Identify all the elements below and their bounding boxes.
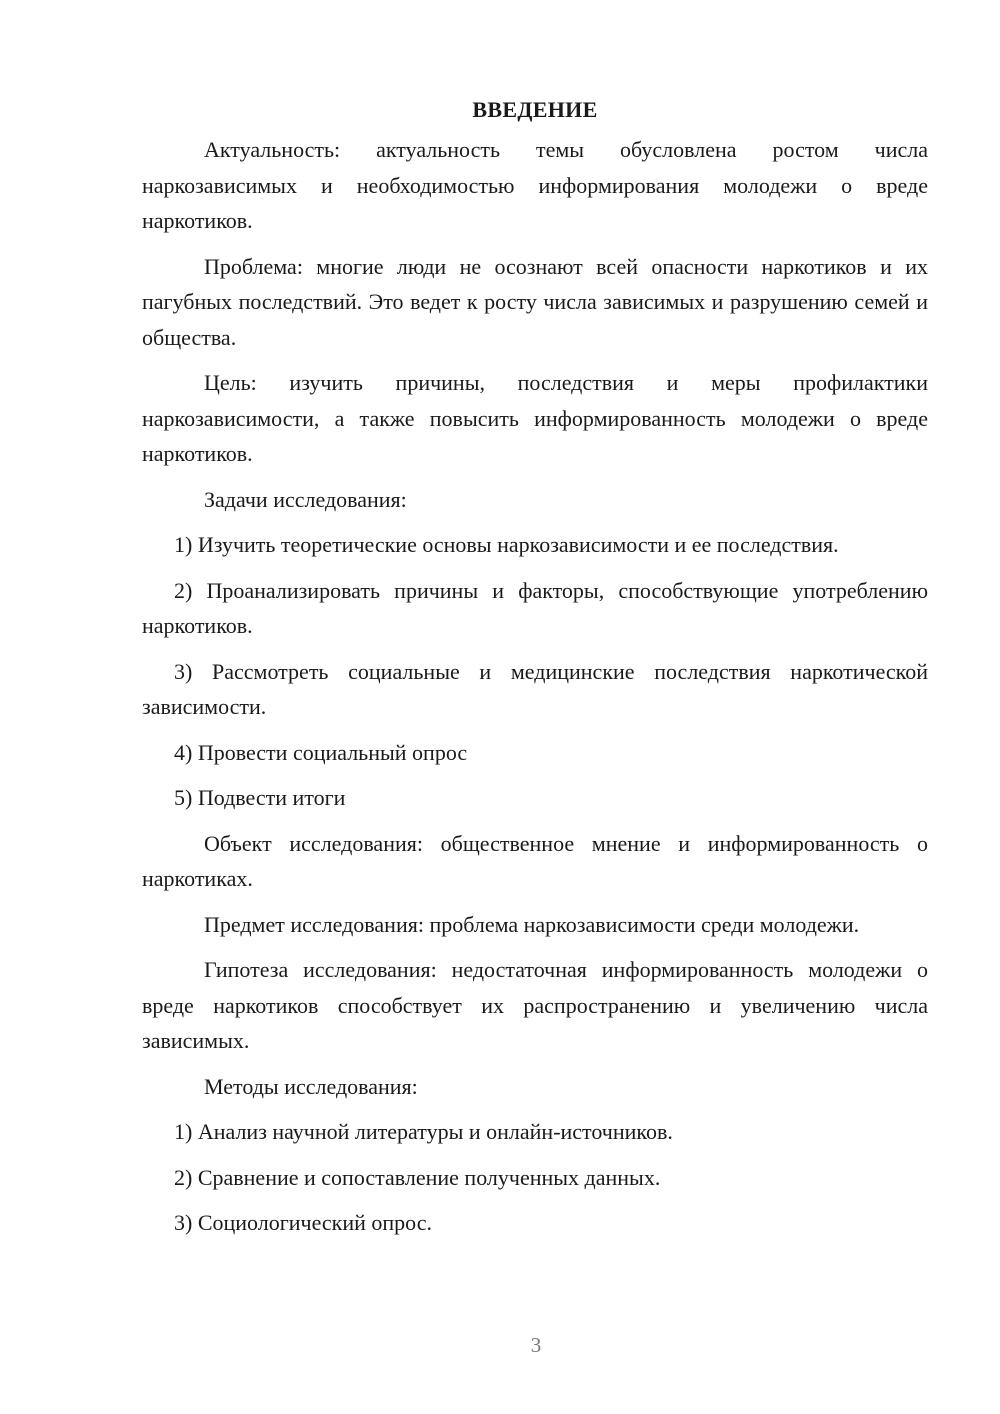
relevance-paragraph: Актуальность: актуальность темы обусловлена ростом числа наркозависимых и необходимостью информирования молодежи о вреде наркотиков. [142, 137, 928, 233]
method-item: 1) Анализ научной литературы и онлайн-источников. [174, 1119, 673, 1144]
document-page [142, 92, 928, 1251]
subject-paragraph: Предмет исследования: проблема наркозависимости среди молодежи. [204, 911, 860, 937]
task-item: 4) Провести социальный опрос [174, 739, 468, 765]
object-paragraph: Объект исследования: общественное мнение и информированность о наркотиках. [142, 830, 928, 891]
method-item: 2) Сравнение и сопоставление полученных данных. [174, 1164, 661, 1190]
task-item: 2) Проанализировать причины и факторы, способствующие употреблению наркотиков. [142, 577, 928, 638]
task-item: 3) Рассмотреть социальные и медицинские последствия наркотической зависимости. [142, 658, 928, 719]
method-item: 3) Социологический опрос. [174, 1210, 432, 1235]
hypothesis-paragraph: Гипотеза исследования: недостаточная информированность молодежи о вреде наркотиков способствует их распространению и увеличению числа зависимых. [142, 957, 928, 1053]
page-number: 3 [530, 1333, 542, 1357]
problem-paragraph: Проблема: многие люди не осознают всей опасности наркотиков и их пагубных последствий. Это ведет к росту числа зависимых и разрушению семей и общества. [142, 253, 928, 350]
task-item: 1) Изучить теоретические основы наркозависимости и ее последствия. [174, 532, 839, 557]
goal-paragraph: Цель: изучить причины, последствия и меры профилактики наркозависимости, а также повысить информированность молодежи о вреде наркотиков. [142, 370, 928, 466]
task-item: 5) Подвести итоги [174, 785, 346, 810]
methods-heading: Методы исследования: [204, 1073, 418, 1099]
tasks-heading: Задачи исследования: [204, 486, 407, 512]
page-title: ВВЕДЕНИЕ [472, 97, 598, 122]
